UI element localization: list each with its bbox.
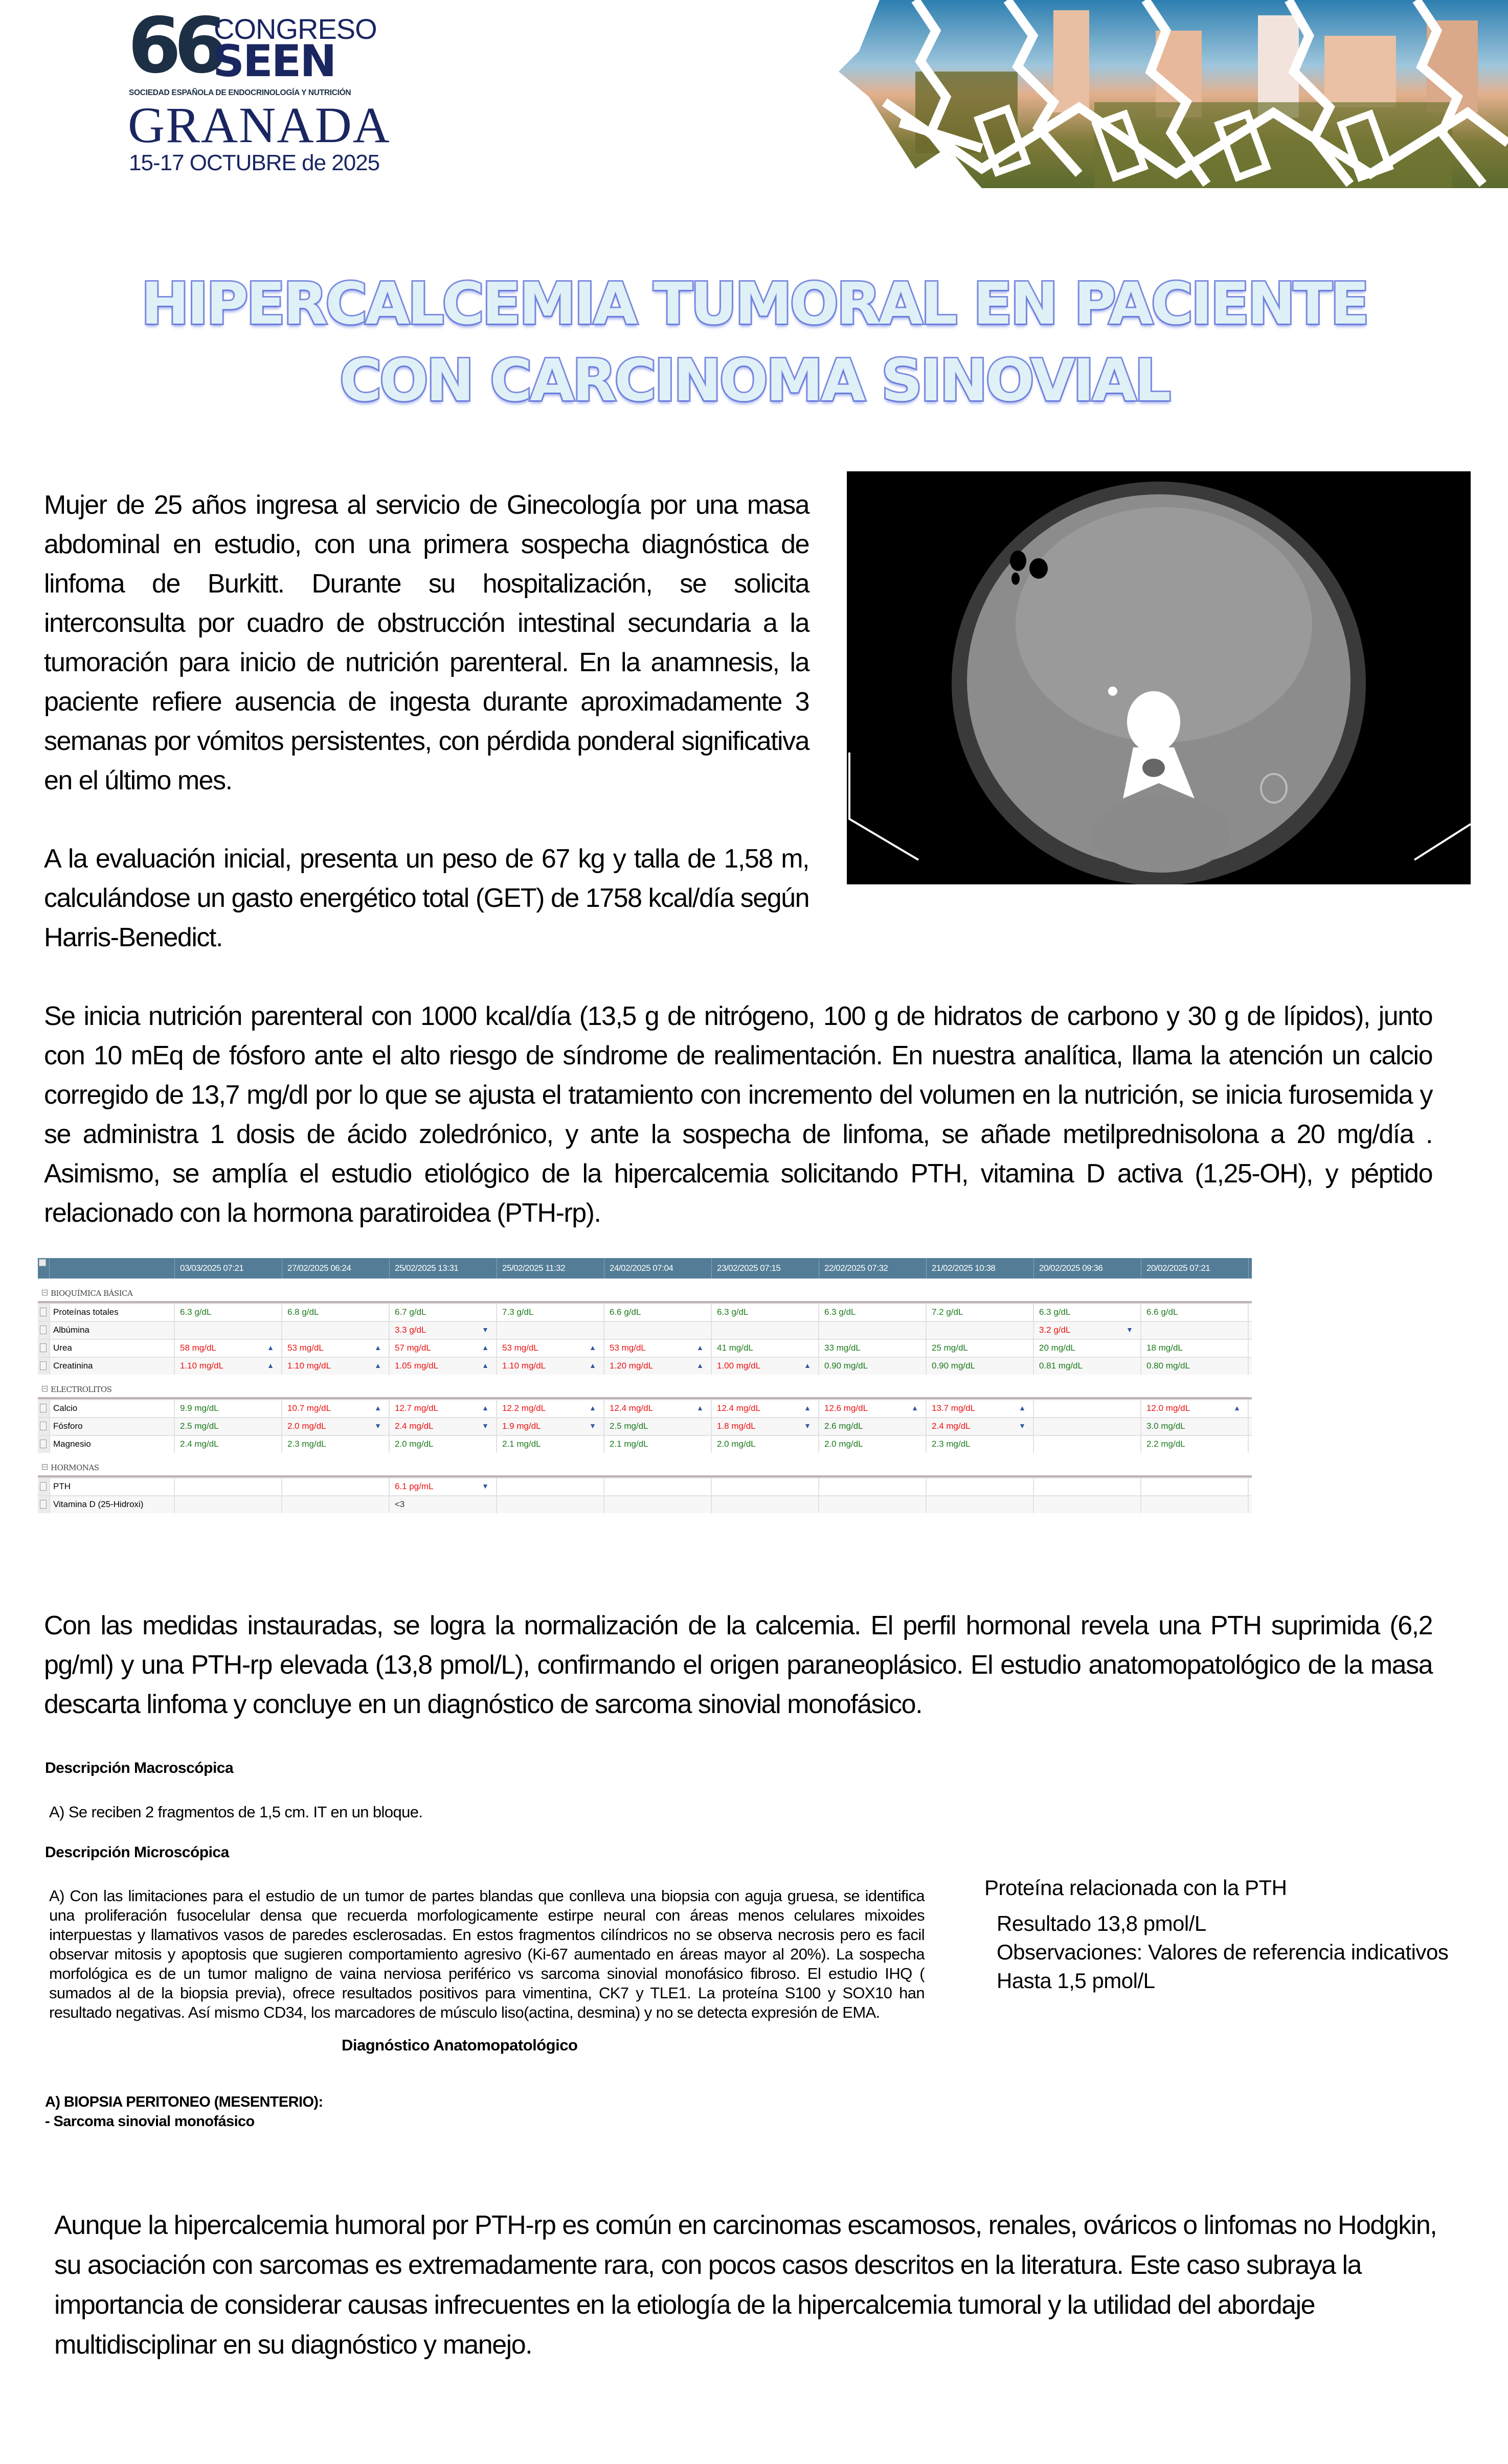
alhambra-collage-icon: [839, 0, 1508, 188]
row-checkbox[interactable]: [38, 1400, 50, 1417]
result-cell: [497, 1436, 604, 1453]
date-column-header[interactable]: 22/02/2025 07:32: [819, 1258, 927, 1279]
result-value: 12.2 mg/dL: [502, 1403, 546, 1413]
test-name: PTH: [50, 1478, 175, 1495]
ct-scan-image: [847, 471, 1471, 884]
pathology-report: [45, 1759, 940, 2130]
section-header[interactable]: [38, 1453, 1252, 1477]
macro-text: A) Se reciben 2 fragmentos de 1,5 cm. IT en un bloque.: [49, 1803, 423, 1821]
row-checkbox[interactable]: [38, 1478, 50, 1495]
result-cell: [1141, 1496, 1249, 1513]
logo-seen: SEEN: [213, 36, 335, 87]
result-value: 2.0 mg/dL: [824, 1439, 863, 1449]
intro-paragraph: Mujer de 25 años ingresa al servicio de Ginecología por una masa abdominal en estudio, con una primera sospecha diagnóstica de linfoma de Burkitt. Durante su hospitalización, se solicita interconsulta por cuadro de obstrucción intestinal secundaria a la tumoración para inicio de nutrición parenteral. En la anamnesis, la paciente refiere ausencia de ingesta durante aproximadamente 3 semanas por vómitos persistentes, con pérdida ponderal significativa en el último mes.: [44, 490, 809, 795]
result-cell: [604, 1358, 712, 1375]
result-cell: [1034, 1436, 1141, 1453]
arrow-up-icon: ▲: [804, 1361, 811, 1370]
arrow-down-icon: ▼: [1019, 1422, 1026, 1430]
result-cell: [282, 1322, 390, 1339]
result-cell: [1034, 1340, 1141, 1357]
date-column-header[interactable]: 21/02/2025 10:38: [927, 1258, 1034, 1279]
result-cell: [819, 1418, 927, 1435]
result-cell: [497, 1358, 604, 1375]
result-cell: [497, 1322, 604, 1339]
row-checkbox[interactable]: [38, 1496, 50, 1513]
result-value: 2.0 mg/dL: [395, 1439, 434, 1449]
result-value: 2.5 mg/dL: [610, 1421, 648, 1431]
result-value: 9.9 mg/dL: [180, 1403, 219, 1413]
pthrp-title: Proteína relacionada con la PTH: [984, 1876, 1287, 1900]
arrow-up-icon: ▲: [589, 1404, 596, 1412]
result-cell: [390, 1400, 497, 1417]
result-value: 2.2 mg/dL: [1146, 1439, 1185, 1449]
conclusion-paragraph: Aunque la hipercalcemia humoral por PTH-rp es común en carcinomas escamosos, renales, ováricos o linfomas no Hodgkin, su asociación con sarcomas es extremadamente rara, con pocos casos descritos en la literatura. Este caso subraya la importancia de considerar causas infrecuentes en la etiología de la hipercalcemia tumoral y la utilidad del abordaje multidisciplinar en su diagnóstico y manejo.: [54, 2210, 1437, 2360]
congress-logo: [128, 2, 391, 175]
pthrp-value: Resultado 13,8 pmol/L: [997, 1911, 1206, 1935]
arrow-up-icon: ▲: [267, 1343, 274, 1352]
section-name: ELECTROLITOS: [51, 1385, 112, 1394]
result-value: 6.7 g/dL: [395, 1307, 426, 1317]
micro-heading: Descripción Microscópica: [45, 1844, 229, 1861]
arrow-up-icon: ▲: [804, 1404, 811, 1412]
result-cell: [497, 1478, 604, 1495]
select-all-checkbox[interactable]: [38, 1258, 50, 1279]
section-rows: [38, 1303, 1252, 1375]
result-cell: [819, 1400, 927, 1417]
section-name: BIOQUÍMICA BÁSICA: [51, 1289, 133, 1298]
pthrp-reference: Hasta 1,5 pmol/L: [997, 1969, 1155, 1993]
arrow-down-icon: ▼: [482, 1482, 489, 1490]
result-value: 6.6 g/dL: [1146, 1307, 1178, 1317]
lab-results-table: [38, 1258, 1252, 1513]
date-column-header[interactable]: 20/02/2025 07:21: [1141, 1258, 1249, 1279]
result-value: 2.4 mg/dL: [395, 1421, 434, 1431]
result-value: 6.1 pg/mL: [395, 1481, 434, 1491]
result-cell: [712, 1304, 819, 1321]
result-cell: [712, 1496, 819, 1513]
section-name: HORMONAS: [51, 1463, 99, 1472]
result-cell: [1141, 1436, 1249, 1453]
result-value: <3: [395, 1499, 405, 1509]
date-column-header[interactable]: 27/02/2025 06:24: [282, 1258, 390, 1279]
result-cell: [282, 1340, 390, 1357]
result-value: 58 mg/dL: [180, 1343, 216, 1353]
result-cell: [497, 1418, 604, 1435]
result-cell: [175, 1358, 282, 1375]
result-cell: [1141, 1340, 1249, 1357]
result-value: 2.4 mg/dL: [180, 1439, 219, 1449]
result-value: 6.3 g/dL: [1039, 1307, 1071, 1317]
result-cell: [927, 1358, 1034, 1375]
date-column-header[interactable]: 24/02/2025 07:04: [604, 1258, 712, 1279]
result-value: 2.5 mg/dL: [180, 1421, 219, 1431]
result-cell: [604, 1478, 712, 1495]
result-value: 53 mg/dL: [502, 1343, 538, 1353]
result-cell: [1034, 1496, 1141, 1513]
arrow-up-icon: ▲: [374, 1404, 381, 1412]
result-cell: [282, 1400, 390, 1417]
result-value: 12.6 mg/dL: [824, 1403, 868, 1413]
lab-table-header: [38, 1258, 1252, 1279]
result-value: 1.20 mg/dL: [610, 1361, 654, 1371]
result-cell: [497, 1496, 604, 1513]
result-cell: [927, 1322, 1034, 1339]
arrow-up-icon: ▲: [589, 1361, 596, 1370]
result-cell: [1034, 1358, 1141, 1375]
result-value: 6.3 g/dL: [717, 1307, 749, 1317]
section-rows: [38, 1477, 1252, 1513]
result-cell: [282, 1478, 390, 1495]
result-value: 2.3 mg/dL: [287, 1439, 326, 1449]
section-header[interactable]: [38, 1375, 1252, 1399]
test-name: Proteínas totales: [50, 1304, 175, 1321]
result-value: 0.90 mg/dL: [932, 1361, 976, 1371]
table-row: [38, 1417, 1252, 1435]
result-cell: [175, 1304, 282, 1321]
result-cell: [1141, 1478, 1249, 1495]
result-value: 1.05 mg/dL: [395, 1361, 439, 1371]
result-cell: [390, 1478, 497, 1495]
result-cell: [1034, 1418, 1141, 1435]
result-value: 12.4 mg/dL: [717, 1403, 761, 1413]
result-cell: [712, 1436, 819, 1453]
result-value: 1.8 mg/dL: [717, 1421, 756, 1431]
result-cell: [282, 1304, 390, 1321]
collapse-icon[interactable]: [42, 1464, 48, 1470]
result-cell: [712, 1418, 819, 1435]
result-cell: [497, 1340, 604, 1357]
result-cell: [604, 1304, 712, 1321]
arrow-down-icon: ▼: [374, 1422, 381, 1430]
result-value: 7.3 g/dL: [502, 1307, 534, 1317]
result-value: 1.10 mg/dL: [287, 1361, 331, 1371]
table-row: [38, 1477, 1252, 1495]
result-cell: [1141, 1400, 1249, 1417]
date-column-header[interactable]: 03/03/2025 07:21: [175, 1258, 282, 1279]
result-cell: [1141, 1304, 1249, 1321]
logo-congreso: CONGRESO: [214, 13, 377, 45]
result-cell: [1034, 1322, 1141, 1339]
result-cell: [1034, 1304, 1141, 1321]
arrow-up-icon: ▲: [911, 1404, 918, 1412]
result-value: 2.4 mg/dL: [932, 1421, 971, 1431]
result-value: 3.3 g/dL: [395, 1325, 426, 1335]
result-value: 7.2 g/dL: [932, 1307, 963, 1317]
result-cell: [1141, 1322, 1249, 1339]
result-value: 12.4 mg/dL: [610, 1403, 654, 1413]
result-cell: [819, 1436, 927, 1453]
result-cell: [1141, 1418, 1249, 1435]
micro-text: A) Con las limitaciones para el estudio de un tumor de partes blandas que conlleva una biopsia con aguja gruesa, se identifica una proliferación fusocelular densa que recuerda morfologicamente estirpe neural con áreas menos celulares mixoides interpuestas y llamativos vasos de paredes esclerosadas. En estos fragmentos cilíndricos no se observa necrosis pero es facil observar mitosis y apoptosis que sugieren comportamiento agresivo (Ki-67 aumentado en áreas mayor al 20%). La sospecha morfológica es de un tumor maligno de vaina nerviosa periférico vs sarcoma sinovial monofásico fibroso. El estudio IHQ ( sumados al de la biopsia previa), ofrece resultados positivos para vimentina, CK7 y TLE1. La proteína S100 y SOX10 han resultado negativas. Así mismo CD34, los marcadores de músculo liso(actina, desmina) y no se detecta expresión de EMA.: [49, 1887, 925, 2021]
result-value: 20 mg/dL: [1039, 1343, 1075, 1353]
result-cell: [282, 1418, 390, 1435]
biopsy-label: A) BIOPSIA PERITONEO (MESENTERIO):: [45, 2094, 323, 2110]
arrow-down-icon: ▼: [482, 1326, 489, 1334]
test-name: Magnesio: [50, 1436, 175, 1453]
result-cell: [175, 1322, 282, 1339]
poster-title: HIPERCALCEMIA TUMORAL EN PACIENTE CON CARCINOMA SINOVIAL: [141, 271, 1367, 414]
result-value: 2.3 mg/dL: [932, 1439, 971, 1449]
result-cell: [712, 1322, 819, 1339]
arrow-up-icon: ▲: [696, 1404, 704, 1412]
test-name: Creatinina: [50, 1358, 175, 1375]
result-value: 2.1 mg/dL: [610, 1439, 648, 1449]
result-cell: [1034, 1400, 1141, 1417]
arrow-down-icon: ▼: [1126, 1326, 1133, 1334]
date-column-header[interactable]: 25/02/2025 13:31: [390, 1258, 497, 1279]
result-cell: [712, 1340, 819, 1357]
date-column-header[interactable]: 23/02/2025 07:15: [712, 1258, 819, 1279]
table-row: [38, 1357, 1252, 1375]
evaluation-paragraph: A la evaluación inicial, presenta un peso de 67 kg y talla de 1,58 m, calculándose un gasto energético total (GET) de 1758 kcal/día según Harris-Benedict.: [44, 844, 809, 952]
result-cell: [819, 1496, 927, 1513]
result-value: 53 mg/dL: [610, 1343, 646, 1353]
row-checkbox[interactable]: [38, 1340, 50, 1357]
result-cell: [390, 1358, 497, 1375]
result-cell: [927, 1496, 1034, 1513]
result-value: 2.1 mg/dL: [502, 1439, 541, 1449]
header-label-column: [50, 1258, 175, 1279]
result-value: 0.90 mg/dL: [824, 1361, 868, 1371]
result-cell: [604, 1496, 712, 1513]
test-name: Albúmina: [50, 1322, 175, 1339]
result-cell: [927, 1340, 1034, 1357]
arrow-up-icon: ▲: [482, 1343, 489, 1352]
arrow-up-icon: ▲: [1233, 1404, 1241, 1412]
result-value: 2.0 mg/dL: [717, 1439, 756, 1449]
table-row: [38, 1435, 1252, 1453]
result-cell: [390, 1304, 497, 1321]
result-cell: [1141, 1358, 1249, 1375]
table-row: [38, 1399, 1252, 1417]
logo-number: 66: [128, 2, 220, 90]
pthrp-observations: Observaciones: Valores de referencia indicativos: [997, 1940, 1449, 1964]
result-cell: [1034, 1478, 1141, 1495]
result-value: 6.6 g/dL: [610, 1307, 641, 1317]
result-cell: [282, 1436, 390, 1453]
table-row: [38, 1495, 1252, 1513]
result-value: 41 mg/dL: [717, 1343, 753, 1353]
result-cell: [175, 1340, 282, 1357]
result-cell: [390, 1436, 497, 1453]
result-cell: [175, 1418, 282, 1435]
arrow-down-icon: ▼: [482, 1422, 489, 1430]
result-value: 6.3 g/dL: [180, 1307, 212, 1317]
result-cell: [390, 1322, 497, 1339]
result-cell: [175, 1400, 282, 1417]
arrow-up-icon: ▲: [696, 1361, 704, 1370]
macro-heading: Descripción Macroscópica: [45, 1760, 234, 1776]
result-value: 1.10 mg/dL: [180, 1361, 224, 1371]
result-value: 6.3 g/dL: [824, 1307, 856, 1317]
result-cell: [175, 1436, 282, 1453]
arrow-up-icon: ▲: [482, 1361, 489, 1370]
result-value: 6.8 g/dL: [287, 1307, 319, 1317]
test-name: Fósforo: [50, 1418, 175, 1435]
table-row: [38, 1339, 1252, 1357]
result-cell: [927, 1478, 1034, 1495]
biopsy-diagnosis: - Sarcoma sinovial monofásico: [45, 2113, 255, 2130]
logo-society: SOCIEDAD ESPAÑOLA DE ENDOCRINOLOGÍA Y NUTRICIÓN: [129, 88, 351, 97]
row-checkbox[interactable]: [38, 1436, 50, 1453]
header-banner-image: [839, 0, 1508, 188]
test-name: Calcio: [50, 1400, 175, 1417]
result-cell: [712, 1358, 819, 1375]
result-cell: [175, 1496, 282, 1513]
result-value: 53 mg/dL: [287, 1343, 324, 1353]
result-cell: [712, 1478, 819, 1495]
logo-dates: 15-17 OCTUBRE de 2025: [129, 150, 380, 175]
result-value: 33 mg/dL: [824, 1343, 861, 1353]
date-column-header[interactable]: 25/02/2025 11:32: [497, 1258, 604, 1279]
result-value: 1.00 mg/dL: [717, 1361, 761, 1371]
result-cell: [819, 1322, 927, 1339]
result-value: 2.6 mg/dL: [824, 1421, 863, 1431]
result-cell: [927, 1400, 1034, 1417]
test-name: Vitamina D (25-Hidroxi): [50, 1496, 175, 1513]
result-cell: [604, 1400, 712, 1417]
result-value: 2.0 mg/dL: [287, 1421, 326, 1431]
result-cell: [497, 1304, 604, 1321]
arrow-down-icon: ▼: [589, 1422, 596, 1430]
result-value: 25 mg/dL: [932, 1343, 968, 1353]
result-value: 1.9 mg/dL: [502, 1421, 541, 1431]
arrow-up-icon: ▲: [374, 1343, 381, 1352]
result-value: 12.0 mg/dL: [1146, 1403, 1190, 1413]
row-checkbox[interactable]: [38, 1304, 50, 1321]
arrow-up-icon: ▲: [267, 1361, 274, 1370]
result-value: 0.81 mg/dL: [1039, 1361, 1083, 1371]
result-cell: [819, 1304, 927, 1321]
test-name: Urea: [50, 1340, 175, 1357]
result-cell: [282, 1358, 390, 1375]
arrow-up-icon: ▲: [589, 1343, 596, 1352]
result-cell: [175, 1478, 282, 1495]
collapse-icon[interactable]: [42, 1386, 48, 1391]
result-value: 18 mg/dL: [1146, 1343, 1183, 1353]
section-header[interactable]: [38, 1279, 1252, 1303]
result-cell: [819, 1358, 927, 1375]
result-value: 12.7 mg/dL: [395, 1403, 439, 1413]
treatment-paragraph: Se inicia nutrición parenteral con 1000 kcal/día (13,5 g de nitrógeno, 100 g de hidratos de carbono y 30 g de lípidos), junto con 10 mEq de fósforo ante el alto riesgo de síndrome de realimentación. En nuestra analítica, llama la atención un calcio corregido de 13,7 mg/dl por lo que se ajusta el tratamiento con incremento del volumen en la nutrición, se inicia furosemida y se administra 1 dosis de ácido zoledrónico, y ante la sospecha de linfoma, se añade metilprednisolona a 20 mg/día . Asimismo, se amplía el estudio etiológico de la hipercalcemia solicitando PTH, vitamina D activa (1,25-OH), y péptido relacionado con la hormona paratiroidea (PTH-rp).: [44, 1001, 1432, 1228]
result-cell: [927, 1436, 1034, 1453]
result-cell: [390, 1418, 497, 1435]
result-cell: [819, 1340, 927, 1357]
row-checkbox[interactable]: [38, 1418, 50, 1435]
result-cell: [712, 1400, 819, 1417]
arrow-up-icon: ▲: [482, 1404, 489, 1412]
result-cell: [604, 1418, 712, 1435]
result-cell: [819, 1478, 927, 1495]
result-cell: [390, 1496, 497, 1513]
result-cell: [927, 1418, 1034, 1435]
result-cell: [604, 1322, 712, 1339]
ct-axial-abdomen-icon: [847, 471, 1471, 884]
result-cell: [390, 1340, 497, 1357]
result-cell: [604, 1436, 712, 1453]
result-value: 3.2 g/dL: [1039, 1325, 1071, 1335]
arrow-down-icon: ▼: [804, 1422, 811, 1430]
pthrp-result-box: [984, 1874, 1448, 1995]
result-cell: [497, 1400, 604, 1417]
collapse-icon[interactable]: [42, 1290, 48, 1295]
table-row: [38, 1303, 1252, 1321]
outcome-paragraph: Con las medidas instauradas, se logra la normalización de la calcemia. El perfil hormonal revela una PTH suprimida (6,2 pg/ml) y una PTH-rp elevada (13,8 pmol/L), confirmando el origen paraneoplásico. El estudio anatomopatológico de la masa descarta linfoma y concluye en un diagnóstico de sarcoma sinovial monofásico.: [44, 1611, 1432, 1719]
section-rows: [38, 1399, 1252, 1453]
result-value: 3.0 mg/dL: [1146, 1421, 1185, 1431]
arrow-up-icon: ▲: [374, 1361, 381, 1370]
date-column-header[interactable]: 20/02/2025 09:36: [1034, 1258, 1141, 1279]
table-row: [38, 1321, 1252, 1339]
result-value: 57 mg/dL: [395, 1343, 431, 1353]
result-cell: [604, 1340, 712, 1357]
arrow-up-icon: ▲: [696, 1343, 704, 1352]
diagnosis-heading: Diagnóstico Anatomopatológico: [342, 2036, 578, 2054]
arrow-up-icon: ▲: [1019, 1404, 1026, 1412]
result-value: 0.80 mg/dL: [1146, 1361, 1190, 1371]
result-cell: [282, 1496, 390, 1513]
result-cell: [927, 1304, 1034, 1321]
result-value: 10.7 mg/dL: [287, 1403, 331, 1413]
biopsy-result: [45, 2092, 323, 2131]
result-value: 1.10 mg/dL: [502, 1361, 546, 1371]
logo-city: GRANADA: [128, 97, 391, 153]
row-checkbox[interactable]: [38, 1358, 50, 1375]
result-value: 13.7 mg/dL: [932, 1403, 976, 1413]
row-checkbox[interactable]: [38, 1322, 50, 1339]
